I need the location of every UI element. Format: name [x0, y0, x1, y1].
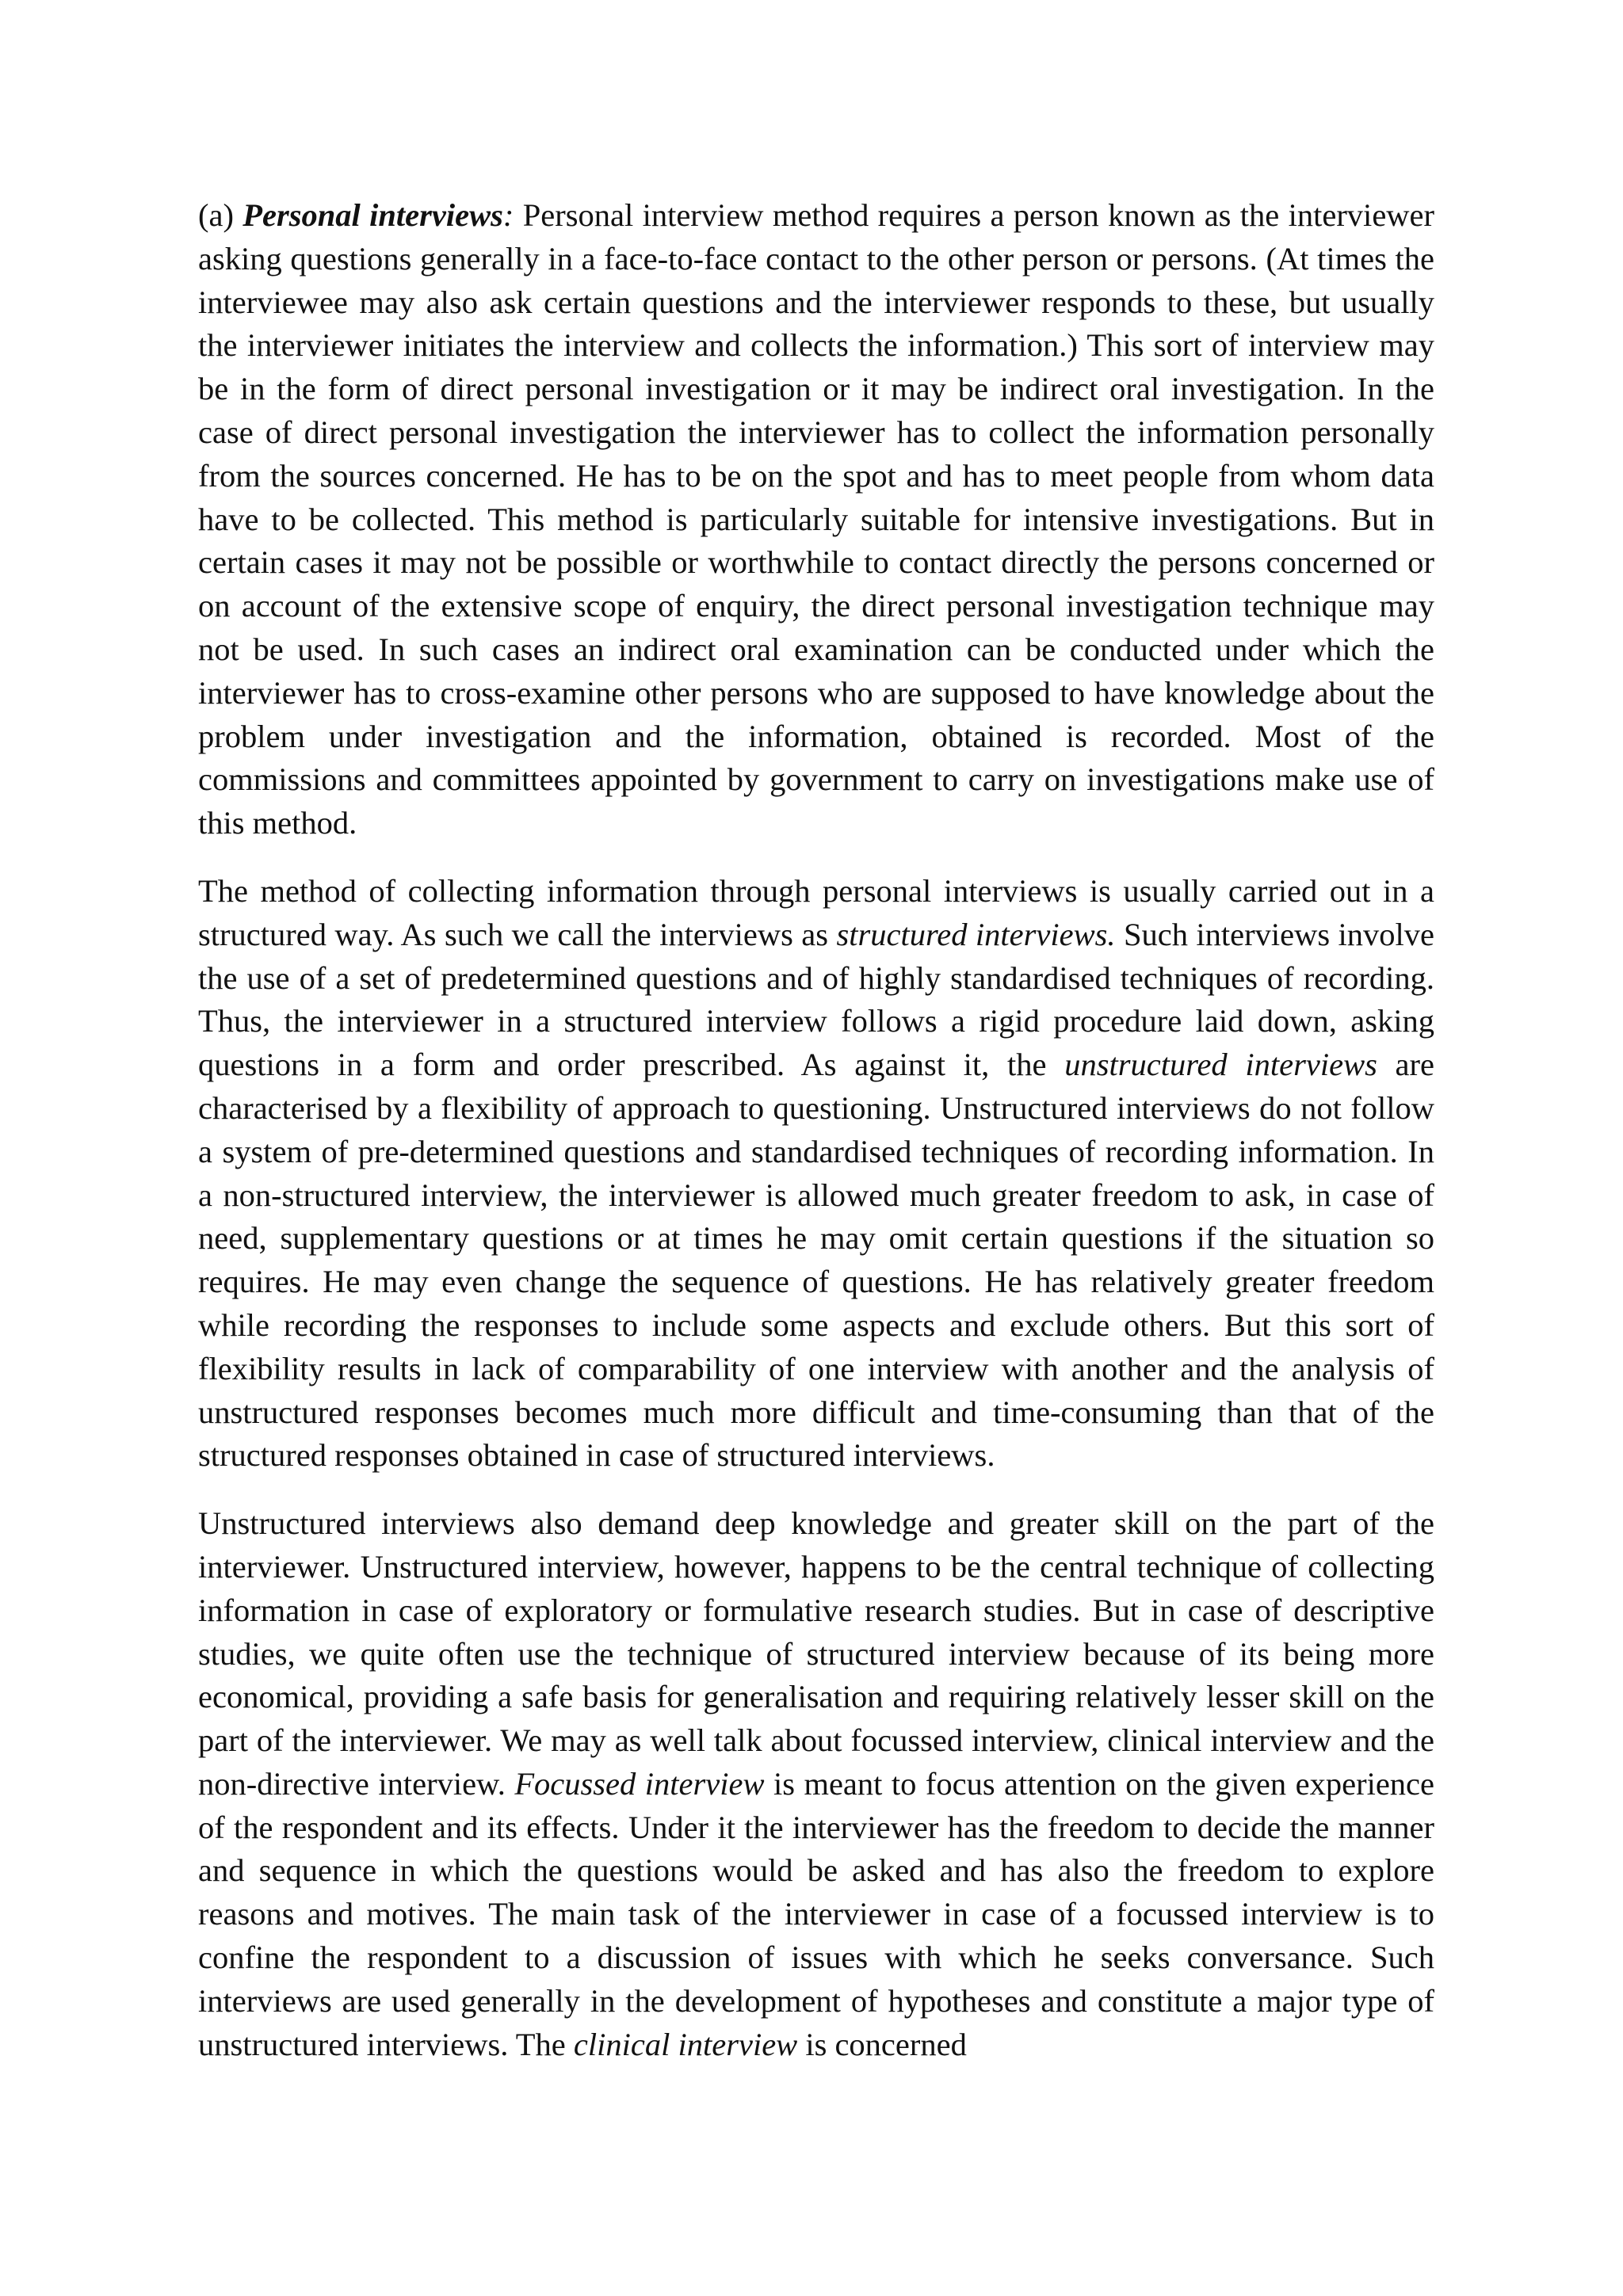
paragraph-text: Such interviews involve the use of a set of predetermined questions and of highly standardised techniques of recording. Thus, the interviewer in a structured interview follows a rigid procedure laid down, asking questions in a form and order prescribed. As against it, the — [198, 916, 1434, 1083]
paragraph-text: is meant to focus attention on the given experience of the respondent and its effects. Under it the interviewer has the freedom to decide the manner and sequence in which the questions would be asked and has also the freedom to explore reasons and motives. The main task of the interviewer in case of a focussed interview is to confine the respondent to a discussion of issues with which he seeks conversance. Such interviews are used generally in the development of hypotheses and constitute a major type of unstructured interviews. The — [198, 1765, 1434, 2062]
term-focussed-interview: Focussed interview — [514, 1765, 765, 1802]
paragraph-personal-interviews — [198, 194, 1434, 845]
paragraph-unstructured-interviews — [198, 1502, 1434, 2066]
section-label: (a) — [198, 197, 243, 233]
document-body — [198, 194, 1434, 2091]
term-unstructured-interviews: unstructured interviews — [1064, 1047, 1377, 1083]
paragraph-text: The method of collecting information through personal interviews is usually carried out in a structured way. As such we call the interviews as — [198, 872, 1434, 952]
paragraph-text: Personal interview method requires a person known as the interviewer asking questions generally in a face-to-face contact to the other person or persons. (At times the interviewee may also ask certain questions and the interviewer responds to these, but usually the interviewer initiates the interview and collects the information.) This sort of interview may be in the form of direct personal investigation or it may be indirect oral investigation. In the case of direct personal investigation the interviewer has to collect the information personally from the sources concerned. He has to be on the spot and has to meet people from whom data have to be collected. This method is particularly suitable for intensive investigations. But in certain cases it may not be possible or worthwhile to contact directly the persons concerned or on account of the extensive scope of enquiry, the direct personal investigation technique may not be used. In such cases an indirect oral examination can be conducted under which the interviewer has to cross-examine other persons who are supposed to have knowledge about the problem under investigation and the information, obtained is recorded. Most of the commissions and committees appointed by government to carry on investigations make use of this method. — [198, 197, 1434, 841]
paragraph-structured-interviews — [198, 870, 1434, 1478]
term-colon: : — [502, 197, 514, 233]
paragraph-text: are characterised by a flexibility of approach to questioning. Unstructured interviews do not follow a system of pre-determined questions and standardised techniques of recording information. In a non-structured interview, the interviewer is allowed much greater freedom to ask, in case of need, supplementary questions or at times he may omit certain questions if the situation so requires. He may even change the sequence of questions. He has relatively greater freedom while recording the responses to include some aspects and exclude others. But this sort of flexibility results in lack of comparability of one interview with another and the analysis of unstructured responses becomes much more difficult and time-consuming than that of the structured responses obtained in case of structured interviews. — [198, 1047, 1434, 1474]
term-structured-interviews: structured interviews. — [836, 916, 1116, 952]
paragraph-text: Unstructured interviews also demand deep knowledge and greater skill on the part of the interviewer. Unstructured interview, however, happens to be the central technique of collecting information in case of exploratory or formulative research studies. But in case of descriptive studies, we quite often use the technique of structured interview because of its being more economical, providing a safe basis for generalisation and requiring relatively lesser skill on the part of the interviewer. We may as well talk about focussed interview, clinical interview and the non-directive interview. — [198, 1505, 1434, 1802]
paragraph-text: is concerned — [797, 2026, 967, 2062]
term-personal-interviews: Personal interviews — [242, 197, 503, 233]
term-clinical-interview: clinical interview — [573, 2026, 798, 2062]
